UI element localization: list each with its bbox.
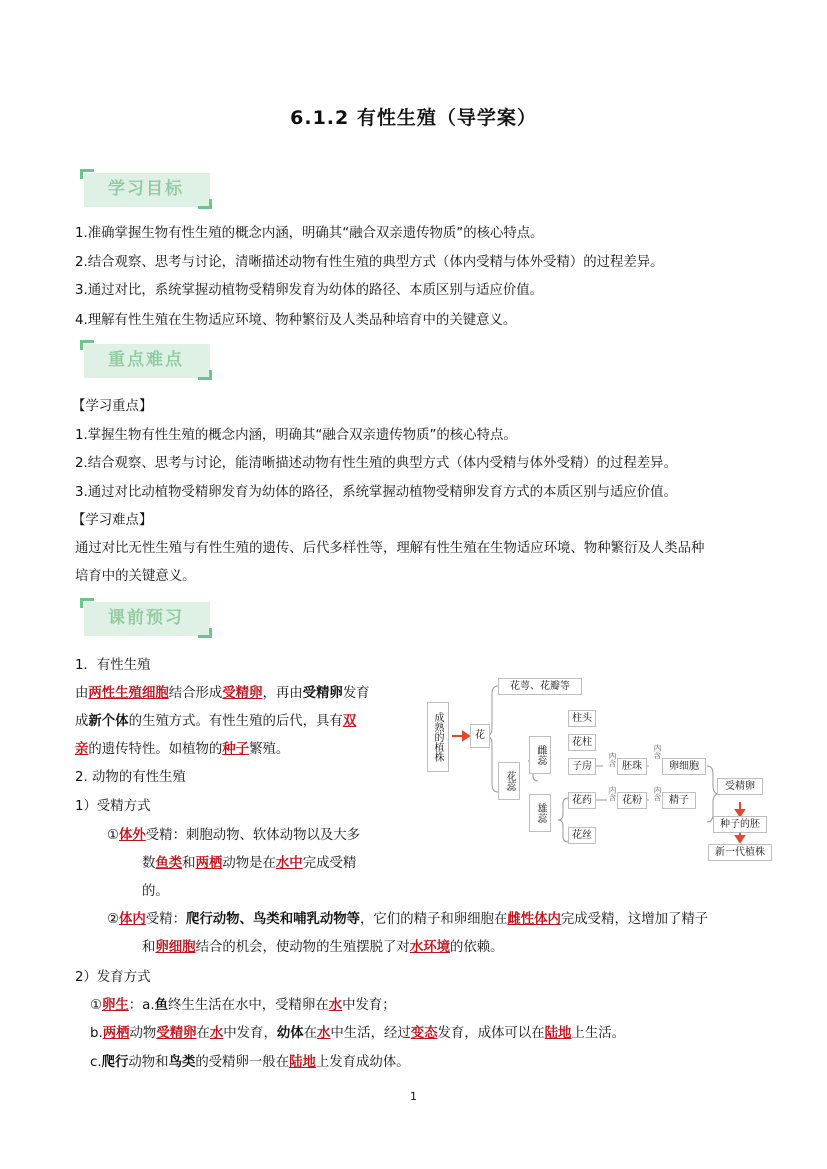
label-contains: 内含 bbox=[653, 744, 662, 759]
page-number: 1 bbox=[410, 1090, 417, 1103]
goal-line: 3.通过对比，系统掌握动植物受精卵发育为幼体的路径、本质区别与适应价值。 bbox=[75, 283, 544, 298]
node-flower: 花 bbox=[470, 724, 490, 748]
external-fertilization-line-3: 的。 bbox=[142, 884, 169, 899]
node-egg: 卵细胞 bbox=[662, 758, 706, 775]
preview-heading-1: 1．有性生殖 bbox=[75, 658, 151, 673]
section-badge-key-points bbox=[80, 340, 212, 380]
goal-line: 1.准确掌握生物有性生殖的概念内涵，明确其“融合双亲遗传物质”的核心特点。 bbox=[75, 226, 544, 241]
external-fertilization-line-1: ①体外受精：刺胞动物、软体动物以及大多 bbox=[107, 828, 361, 843]
fertilization-heading: 1）受精方式 bbox=[75, 799, 151, 814]
goal-line: 2.结合观察、思考与讨论，清晰描述动物有性生殖的典型方式（体内受精与体外受精）的过程差异。 bbox=[75, 255, 664, 270]
external-fertilization-line-2: 数鱼类和两栖动物是在水中完成受精 bbox=[142, 856, 357, 871]
section-badge-label: 学习目标 bbox=[108, 179, 184, 199]
node-ovary: 子房 bbox=[568, 758, 596, 775]
node-seed-embryo: 种子的胚 bbox=[713, 816, 767, 833]
sexual-reproduction-def-line-1: 由两性生殖细胞结合形成受精卵，再由受精卵发育 bbox=[75, 686, 370, 701]
label-contains: 内含 bbox=[608, 786, 617, 801]
node-zygote: 受精卵 bbox=[717, 778, 763, 795]
diagram-connectors bbox=[425, 676, 785, 871]
focus-label: 【学习重点】 bbox=[72, 399, 153, 414]
internal-fertilization-line-1: ②体内受精：爬行动物、鸟类和哺乳动物等，它们的精子和卵细胞在雌性体内完成受精，这增加了精子 bbox=[107, 912, 709, 927]
preview-heading-2: 2. 动物的有性生殖 bbox=[75, 770, 186, 785]
difficulty-line: 通过对比无性生殖与有性生殖的遗传、后代多样性等，理解有性生殖在生物适应环境、物种繁衍及人类品种 bbox=[75, 541, 705, 556]
node-mature-plant: 成熟的植株 bbox=[427, 702, 449, 772]
node-stigma: 柱头 bbox=[568, 710, 596, 727]
section-badge-label: 课前预习 bbox=[108, 608, 184, 628]
node-petals: 花萼、花瓣等 bbox=[498, 678, 582, 695]
label-contains: 内含 bbox=[653, 786, 662, 801]
difficulty-line: 培育中的关键意义。 bbox=[75, 569, 196, 584]
node-filament: 花丝 bbox=[568, 827, 596, 844]
focus-line: 3.通过对比动植物受精卵发育为幼体的路径，系统掌握动植物受精卵发育方式的本质区别与适应价值。 bbox=[75, 485, 677, 500]
node-stamen: 雄蕊 bbox=[529, 794, 551, 832]
node-pollen: 花粉 bbox=[617, 792, 647, 809]
development-oviparous-b: b.两栖动物受精卵在水中发育，幼体在水中生活，经过变态发育，成体可以在陆地上生活。 bbox=[90, 1026, 625, 1041]
sexual-reproduction-def-line-2: 成新个体的生殖方式。有性生殖的后代，具有双 bbox=[75, 714, 357, 729]
section-badge-goals bbox=[80, 169, 212, 209]
development-oviparous-c: c.爬行动物和鸟类的受精卵一般在陆地上发育成幼体。 bbox=[90, 1055, 410, 1070]
node-style: 花柱 bbox=[568, 734, 596, 751]
goal-line: 4.理解有性生殖在生物适应环境、物种繁衍及人类品种培育中的关键意义。 bbox=[75, 313, 517, 328]
development-heading: 2）发育方式 bbox=[75, 970, 151, 985]
development-oviparous-a: ①卵生：a.鱼终生生活在水中，受精卵在水中发育； bbox=[90, 998, 396, 1013]
node-stamen-pistil: 花蕊 bbox=[498, 762, 520, 800]
flower-structure-diagram bbox=[425, 676, 785, 871]
node-new-plant: 新一代植株 bbox=[708, 844, 772, 861]
label-contains: 内含 bbox=[608, 752, 617, 767]
node-sperm: 精子 bbox=[662, 792, 696, 809]
node-anther: 花药 bbox=[568, 792, 596, 809]
node-ovule: 胚珠 bbox=[617, 758, 647, 775]
sexual-reproduction-def-line-3: 亲的遗传特性。如植物的种子繁殖。 bbox=[75, 742, 290, 757]
page-title: 6.1.2 有性生殖（导学案） bbox=[290, 107, 537, 129]
section-badge-preview bbox=[80, 598, 212, 638]
difficulty-label: 【学习难点】 bbox=[72, 513, 153, 528]
section-badge-label: 重点难点 bbox=[108, 350, 184, 370]
focus-line: 1.掌握生物有性生殖的概念内涵，明确其“融合双亲遗传物质”的核心特点。 bbox=[75, 428, 517, 443]
node-pistil: 雌蕊 bbox=[529, 736, 551, 774]
focus-line: 2.结合观察、思考与讨论，能清晰描述动物有性生殖的典型方式（体内受精与体外受精）的过程差异。 bbox=[75, 456, 677, 471]
internal-fertilization-line-2: 和卵细胞结合的机会，使动物的生殖摆脱了对水环境的依赖。 bbox=[142, 940, 504, 955]
